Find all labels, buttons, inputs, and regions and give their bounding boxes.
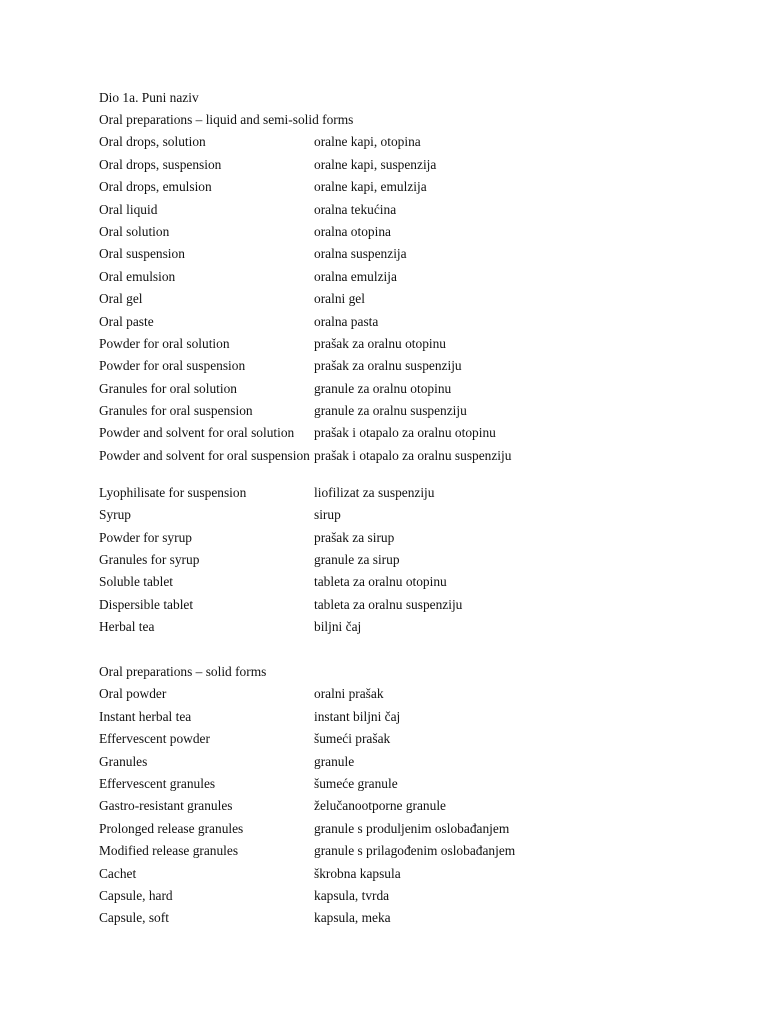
term-english: Granules for oral suspension	[99, 403, 253, 419]
term-row	[99, 506, 699, 528]
term-english: Powder for syrup	[99, 529, 192, 545]
term-row	[99, 156, 699, 178]
term-croatian: oralni prašak	[314, 686, 384, 702]
term-english: Capsule, soft	[99, 910, 169, 926]
term-row	[99, 865, 699, 887]
term-row	[99, 268, 699, 290]
term-croatian: oralna tekućina	[314, 201, 397, 217]
term-croatian: prašak za oralnu suspenziju	[314, 358, 462, 374]
term-row	[99, 887, 699, 909]
term-croatian: oralna pasta	[314, 313, 379, 329]
section-heading-solid: Oral preparations – solid forms	[99, 663, 267, 679]
term-row	[99, 909, 699, 931]
term-english: Capsule, hard	[99, 887, 173, 903]
term-croatian: instant biljni čaj	[314, 708, 401, 724]
term-croatian: oralna otopina	[314, 223, 391, 239]
term-croatian: oralne kapi, suspenzija	[314, 156, 437, 172]
term-english: Gastro-resistant granules	[99, 798, 233, 814]
term-row	[99, 424, 699, 446]
term-croatian: oralne kapi, emulzija	[314, 179, 427, 195]
term-english: Powder for oral solution	[99, 335, 230, 351]
term-english: Cachet	[99, 865, 137, 881]
term-croatian: želučanootporne granule	[314, 798, 446, 814]
term-row	[99, 685, 699, 707]
term-row	[99, 357, 699, 379]
term-croatian: kapsula, meka	[314, 910, 391, 926]
term-english: Prolonged release granules	[99, 820, 244, 836]
term-croatian: škrobna kapsula	[314, 865, 401, 881]
term-croatian: granule za oralnu suspenziju	[314, 403, 467, 419]
term-croatian: šumeći prašak	[314, 731, 391, 747]
term-croatian: tableta za oralnu suspenziju	[314, 596, 463, 612]
term-croatian: prašak i otapalo za oralnu otopinu	[314, 425, 496, 441]
term-english: Modified release granules	[99, 843, 239, 859]
term-english: Oral drops, emulsion	[99, 179, 212, 195]
term-croatian: prašak i otapalo za oralnu suspenziju	[314, 447, 512, 463]
term-croatian: biljni čaj	[314, 619, 362, 635]
term-croatian: granule s produljenim oslobađanjem	[314, 820, 510, 836]
term-list-solid	[99, 685, 699, 931]
term-row	[99, 223, 699, 245]
term-croatian: šumeće granule	[314, 775, 398, 791]
term-english: Oral gel	[99, 291, 143, 307]
term-english: Powder and solvent for oral suspension	[99, 447, 310, 463]
term-english: Effervescent powder	[99, 731, 210, 747]
term-row	[99, 402, 699, 424]
term-croatian: granule za sirup	[314, 552, 400, 568]
term-english: Syrup	[99, 507, 131, 523]
term-row	[99, 820, 699, 842]
term-croatian: kapsula, tvrda	[314, 887, 390, 903]
term-english: Oral solution	[99, 223, 170, 239]
term-english: Effervescent granules	[99, 775, 216, 791]
term-row	[99, 178, 699, 200]
term-croatian: oralna suspenzija	[314, 246, 407, 262]
term-list-liquid	[99, 133, 699, 640]
term-english: Powder and solvent for oral solution	[99, 425, 295, 441]
term-row	[99, 730, 699, 752]
term-english: Oral liquid	[99, 201, 158, 217]
term-croatian: oralne kapi, otopina	[314, 134, 421, 150]
section-heading-liquid: Oral preparations – liquid and semi-solid forms	[99, 112, 354, 127]
term-english: Granules for oral solution	[99, 380, 237, 396]
term-croatian: prašak za oralnu otopinu	[314, 335, 447, 351]
term-row	[99, 775, 699, 797]
term-row	[99, 313, 699, 335]
term-croatian: oralni gel	[314, 291, 365, 307]
term-english: Lyophilisate for suspension	[99, 484, 247, 500]
term-croatian: granule	[314, 753, 355, 769]
term-row	[99, 596, 699, 618]
term-row	[99, 753, 699, 775]
term-row	[99, 245, 699, 267]
term-english: Powder for oral suspension	[99, 358, 246, 374]
term-english: Oral powder	[99, 686, 167, 702]
term-croatian: sirup	[314, 507, 341, 523]
term-row	[99, 335, 699, 357]
term-english: Soluble tablet	[99, 574, 174, 590]
term-english: Oral drops, suspension	[99, 156, 222, 172]
document-page	[99, 89, 699, 932]
term-croatian: granule s prilagođenim oslobađanjem	[314, 843, 516, 859]
term-row	[99, 842, 699, 864]
term-row	[99, 380, 699, 402]
term-croatian: tableta za oralnu otopinu	[314, 574, 447, 590]
term-row	[99, 201, 699, 223]
term-croatian: prašak za sirup	[314, 529, 395, 545]
term-row	[99, 551, 699, 573]
term-row	[99, 573, 699, 595]
term-croatian: liofilizat za suspenziju	[314, 484, 435, 500]
term-english: Herbal tea	[99, 619, 155, 635]
term-english: Oral suspension	[99, 246, 185, 262]
term-row	[99, 618, 699, 640]
term-english: Instant herbal tea	[99, 708, 192, 724]
term-english: Oral emulsion	[99, 268, 176, 284]
term-english: Oral drops, solution	[99, 134, 206, 150]
term-croatian: granule za oralnu otopinu	[314, 380, 452, 396]
term-row	[99, 708, 699, 730]
section-spacer	[99, 641, 699, 663]
term-english: Dispersible tablet	[99, 596, 194, 612]
term-english: Oral paste	[99, 313, 154, 329]
term-row	[99, 529, 699, 551]
term-row	[99, 484, 699, 506]
term-row	[99, 133, 699, 155]
term-english: Granules	[99, 753, 148, 769]
term-row	[99, 797, 699, 819]
document-title: Dio 1a. Puni naziv	[99, 90, 199, 105]
term-row	[99, 290, 699, 312]
term-croatian: oralna emulzija	[314, 268, 397, 284]
term-row	[99, 447, 699, 484]
term-english: Granules for syrup	[99, 552, 200, 568]
